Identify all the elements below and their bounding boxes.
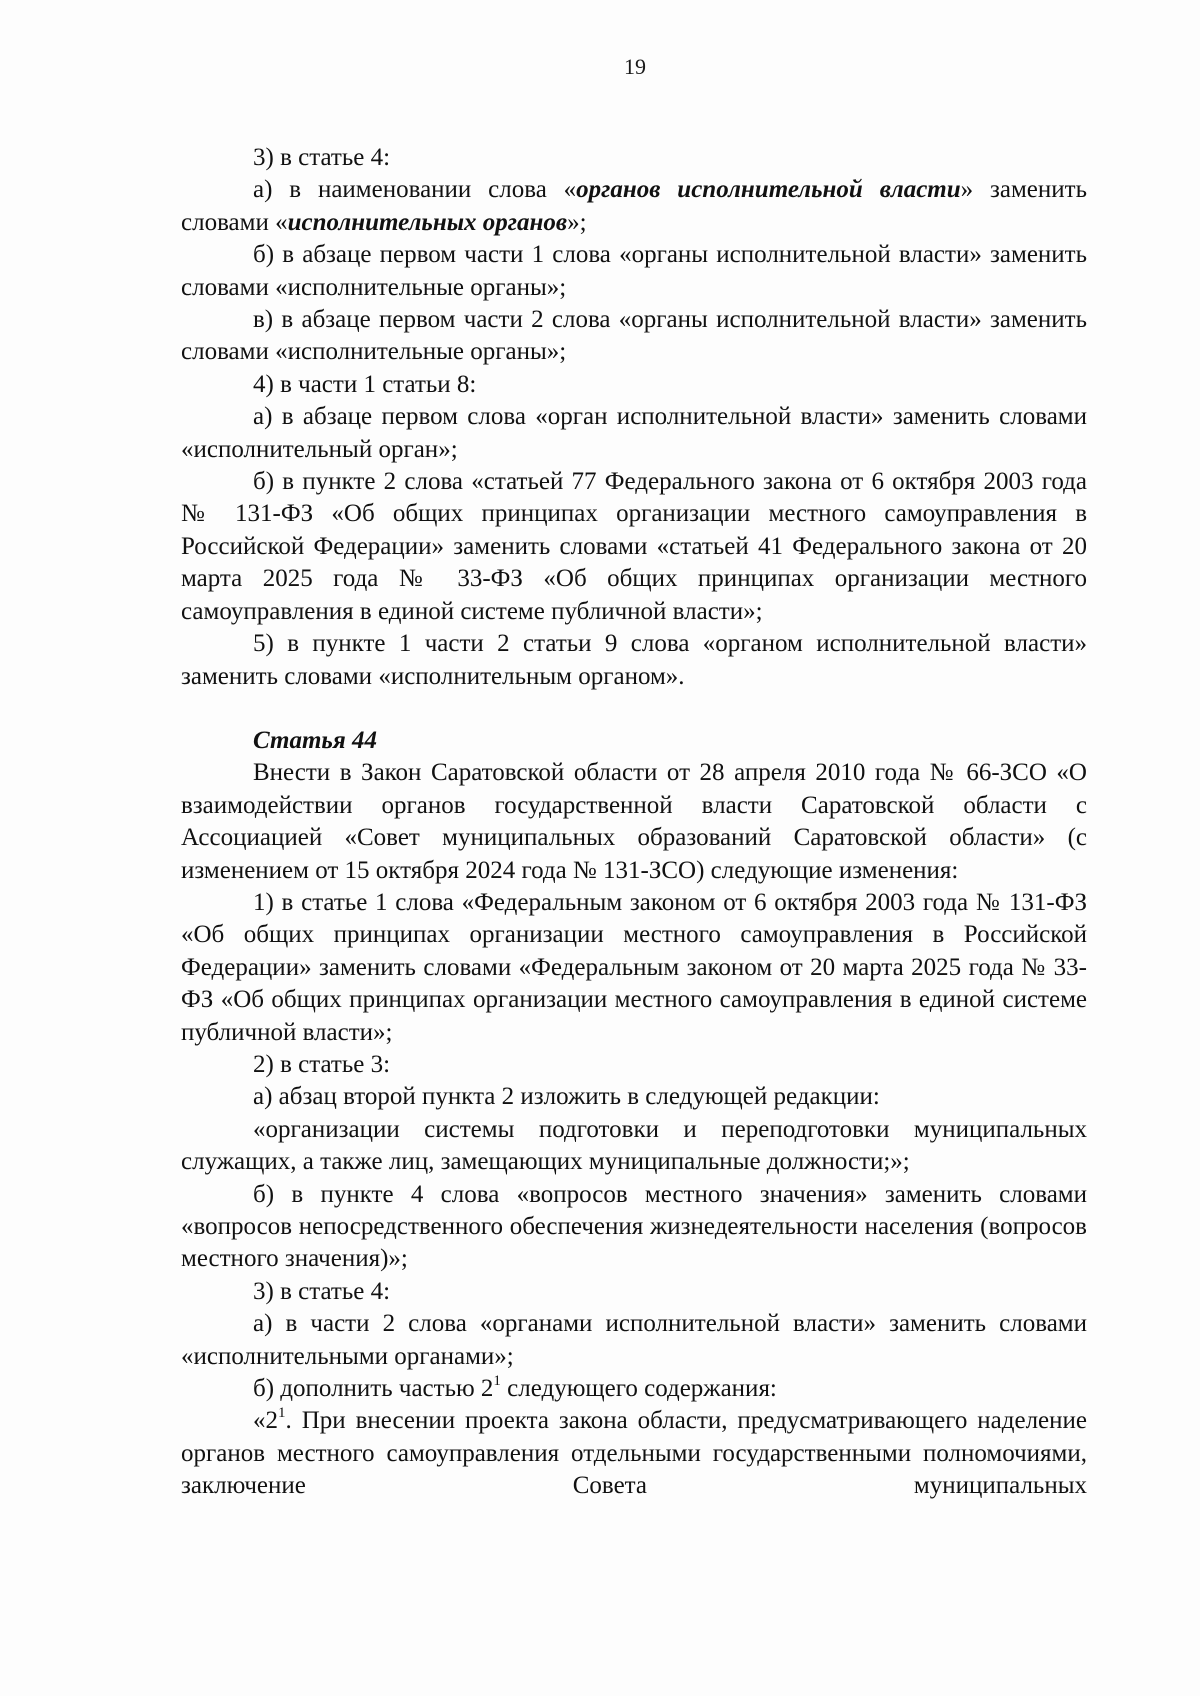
paragraph: 2) в статье 3: — [253, 1050, 391, 1078]
superscript: 1 — [493, 1372, 501, 1389]
paragraph — [181, 1405, 1087, 1502]
paragraph: б) в абзаце первом части 1 слова «органы исполнительной власти» заменить словами «исполнительные органы»; — [181, 241, 1087, 301]
paragraph: а) в абзаце первом слова «орган исполнительной власти» заменить словами «исполнительный орган»; — [181, 403, 1087, 463]
paragraph — [181, 174, 1087, 239]
text-segment: . При внесении проекта закона области, предусматривающего наделение органов местного самоуправления отдельными государственными полномочиями, заключение Совета муниципальных — [181, 1407, 1087, 1500]
text-segment: а) в наименовании слова « — [253, 176, 577, 204]
text-segment: » заменить словами « — [181, 176, 1087, 236]
paragraph: 5) в пункте 1 части 2 статьи 9 слова «органом исполнительной власти» заменить словами «исполнительным органом». — [181, 630, 1087, 690]
paragraph: 3) в статье 4: — [253, 144, 391, 171]
paragraph: а) абзац второй пункта 2 изложить в следующей редакции: — [253, 1083, 880, 1111]
article-heading: Статья 44 — [253, 726, 377, 754]
paragraph: 3) в статье 4: — [253, 1277, 391, 1305]
paragraph: 1) в статье 1 слова «Федеральным законом от 6 октября 2003 года № 131-ФЗ «Об общих принципах организации местного самоуправления в Российской Федерации» заменить словами «Федеральным законом от 20 марта 2025 года № 33-ФЗ «Об общих принципах организации местного самоуправления в единой системе публичной власти»; — [181, 888, 1087, 1046]
paragraph: в) в абзаце первом части 2 слова «органы исполнительной власти» заменить словами «исполнительные органы»; — [181, 306, 1087, 366]
document-body — [181, 142, 1087, 1503]
paragraph: б) в пункте 4 слова «вопросов местного значения» заменить словами «вопросов непосредственного обеспечения жизнедеятельности населения (вопросов местного значения)»; — [181, 1180, 1087, 1273]
paragraph: а) в части 2 слова «органами исполнительной власти» заменить словами «исполнительными органами»; — [181, 1310, 1087, 1370]
text-segment: «2 — [253, 1407, 278, 1435]
paragraph: «организации системы подготовки и переподготовки муниципальных служащих, а также лиц, замещающих муниципальные должности;»; — [181, 1115, 1087, 1176]
paragraph — [181, 1373, 1087, 1405]
superscript: 1 — [278, 1405, 286, 1422]
paragraph: 4) в части 1 статьи 8: — [253, 370, 477, 398]
page-number: 19 — [624, 54, 646, 79]
text-segment: »; — [567, 208, 587, 236]
text-segment: б) дополнить частью 2 — [253, 1375, 494, 1403]
paragraph: б) в пункте 2 слова «статьей 77 Федерального закона от 6 октября 2003 года № 131-ФЗ «Об общих принципах организации местного самоуправления в Российской Федерации» заменить словами «статьей 41 Федерального закона от 20 марта 2025 года № 33-ФЗ «Об общих принципах организации местного самоуправления в единой системе публичной власти»; — [181, 468, 1087, 625]
bold-italic-text: исполнительных органов — [287, 208, 568, 236]
text-segment: следующего содержания: — [500, 1375, 777, 1403]
bold-italic-text: органов исполнительной власти — [576, 176, 961, 204]
paragraph: Внести в Закон Саратовской области от 28 апреля 2010 года № 66-ЗСО «О взаимодействии органов государственной власти Саратовской области с Ассоциацией «Совет муниципальных образований Саратовской области» (с изменением от 15 октября 2024 года № 131-ЗСО) следующие изменения: — [181, 759, 1087, 884]
